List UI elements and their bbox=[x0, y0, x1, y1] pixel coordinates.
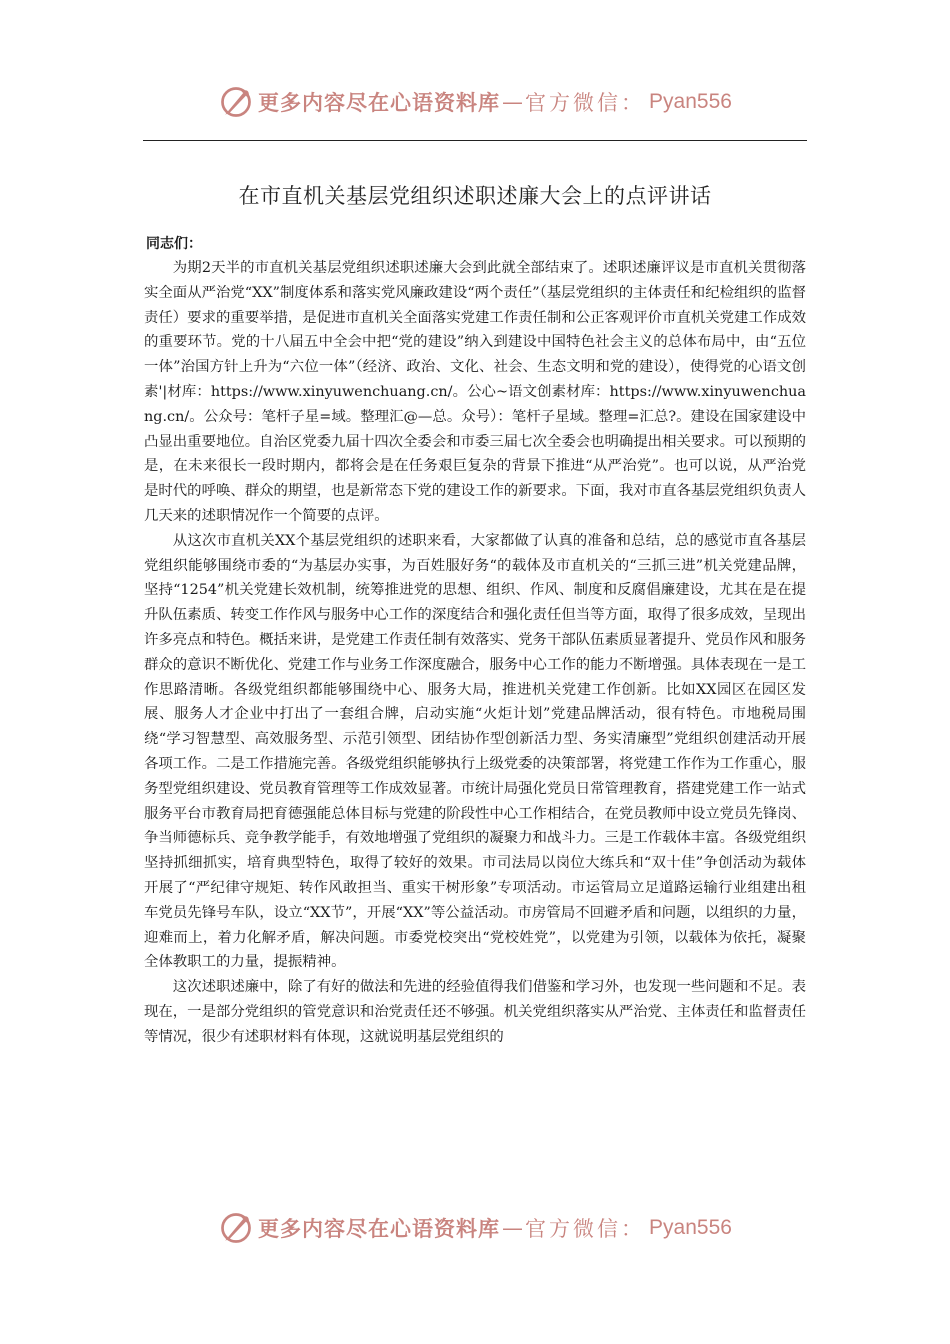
quill-logo-icon bbox=[218, 1210, 254, 1246]
banner-wechat-id: Pyan556 bbox=[649, 90, 732, 113]
document-body bbox=[144, 256, 806, 1050]
quill-logo-icon bbox=[218, 84, 254, 120]
footer-banner bbox=[0, 1206, 950, 1250]
banner-brand: 更多内容尽在心语资料库 bbox=[258, 1217, 501, 1241]
document-title: 在市直机关基层党组织述职述廉大会上的点评讲话 bbox=[238, 184, 712, 208]
banner-wechat-id: Pyan556 bbox=[649, 1216, 732, 1239]
banner-separator: — bbox=[502, 90, 524, 114]
greeting: 同志们： bbox=[146, 236, 202, 252]
header-banner bbox=[0, 80, 950, 124]
banner-wechat-label: 官方微信： bbox=[525, 91, 646, 115]
header-divider bbox=[143, 140, 807, 141]
paragraph: 从这次市直机关XX个基层党组织的述职来看，大家都做了认真的准备和总结，总的感觉市直各基层党组织能够围绕市委的“为基层办实事，为百姓服好务“的载体及市直机关的“三抓三进”机关党建品牌，坚持“1254”机关党建长效机制，统筹推进党的思想、组织、作风、制度和反腐倡廉建设，尤其在是在提升队伍素质、转变工作作风与服务中心工作的深度结合和强化责任但当等方面，取得了很多成效，呈现出许多亮点和特色。概括来讲，是党建工作责任制有效落实、党务干部队伍素质显著提升、党员作风和服务群众的意识不断优化、党建工作与业务工作深度融合，服务中心工作的能力不断增强。具体表现在一是工作思路清晰。各级党组织都能够围绕中心、服务大局，推进机关党建工作创新。比如XX园区在园区发展、服务人才企业中打出了一套组合牌，启动实施“火炬计划”党建品牌活动，很有特色。市地税局围绕“学习智慧型、高效服务型、示范引领型、团结协作型创新活力型、务实清廉型”党组织创建活动开展各项工作。二是工作措施完善。各级党组织能够执行上级党委的决策部署，将党建工作作为工作重心，服务型党组织建设、党员教育管理等工作成效显著。市统计局强化党员日常管理教育，搭建党建工作一站式服务平台市教育局把育德强能总体目标与党建的阶段性中心工作相结合，在党员教师中设立党员先锋岗、争当师德标兵、竞争教学能手，有效地增强了党组织的凝聚力和战斗力。三是工作载体丰富。各级党组织坚持抓细抓实，培育典型特色，取得了较好的效果。市司法局以岗位大练兵和“双十佳”争创活动为载体开展了“严纪律守规矩、转作风敢担当、重实干树形象”专项活动。市运管局立足道路运输行业组建出租车党员先锋号车队，设立“XX节”，开展“XX”等公益活动。市房管局不回避矛盾和问题，以组织的力量，迎难而上，着力化解矛盾，解决问题。市委党校突出“党校姓党”，以党建为引领，以载体为依托，凝聚全体教职工的力量，提振精神。 bbox=[144, 532, 806, 971]
banner-brand: 更多内容尽在心语资料库 bbox=[258, 91, 501, 115]
banner-separator: — bbox=[502, 1216, 524, 1240]
paragraph: 这次述职述廉中，除了有好的做法和先进的经验值得我们借鉴和学习外，也发现一些问题和不足。表现在，一是部分党组织的管党意识和治党责任还不够强。机关党组织落实从严治党、主体责任和监督责任等情况，很少有述职材料有体现，这就说明基层党组织的 bbox=[144, 979, 806, 1045]
banner-wechat-label: 官方微信： bbox=[525, 1217, 646, 1241]
paragraph: 为期2天半的市直机关基层党组织述职述廉大会到此就全部结束了。述职述廉评议是市直机关贯彻落实全面从严治党“XX”制度体系和落实党风廉政建设“两个责任”（基层党组织的主体责任和纪检组织的监督责任）要求的重要举措，是促进市直机关全面落实党建工作责任制和公正客观评价市直机关党建工作成效的重要环节。党的十八届五中全会中把“党的建设”纳入到建设中国特色社会主义的总体布局中，由“五位一体”治国方针上升为“六位一体”（经济、政治、文化、社会、生态文明和党的建设），使得党的心语文创素'|材库：https://www.xinyuwenchuang.cn/。公心~语文创素材库：https://www.xinyuwenchuang.cn/。公众号：笔杆子星=域。整理汇@—总。众号）：笔杆子星域。整理=汇总?。建设在国家建设中凸显出重要地位。自治区党委九届十四次全委会和市委三届七次全委会也明确提出相关要求。可以预期的是，在未来很长一段时期内，都将会是在任务艰巨复杂的背景下推进“从严治党”。也可以说，从严治党是时代的呼唤、群众的期望，也是新常态下党的建设工作的新要求。下面，我对市直各基层党组织负责人几天来的述职情况作一个简要的点评。 bbox=[144, 260, 806, 524]
